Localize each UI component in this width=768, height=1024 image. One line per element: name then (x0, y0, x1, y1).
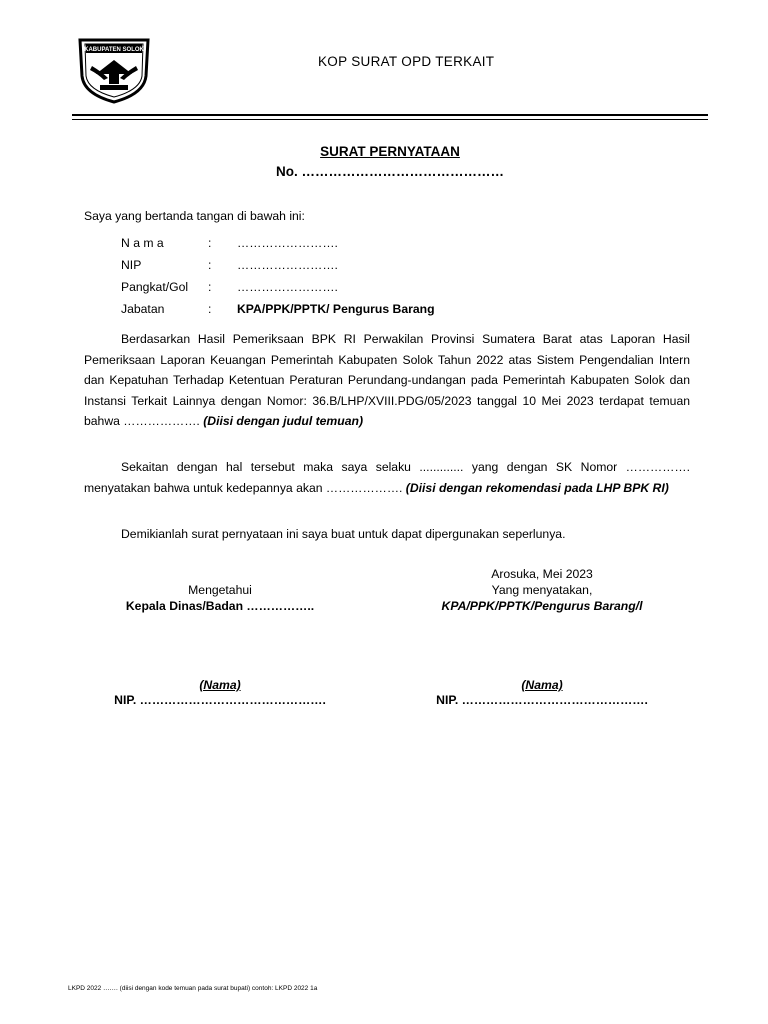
sign-left-nip: NIP. ………………………………………. (114, 693, 326, 707)
sign-left-name: (Nama) (199, 678, 241, 692)
sign-right-nip: NIP. ………………………………………. (436, 693, 648, 707)
field-value-pangkat: ……………………. (237, 280, 338, 294)
paragraph-findings (84, 329, 690, 432)
svg-text:KABUPATEN SOLOK: KABUPATEN SOLOK (84, 47, 144, 53)
intro-text: Saya yang bertanda tangan di bawah ini: (84, 209, 305, 223)
sign-right-line1: Yang menyatakan, (491, 583, 593, 597)
field-label-jabatan: Jabatan (121, 302, 165, 316)
sign-right-place-date: Arosuka, Mei 2023 (491, 567, 593, 581)
field-colon: : (208, 236, 212, 250)
field-value-nip: ……………………. (237, 258, 338, 272)
paragraph-findings-text: Berdasarkan Hasil Pemeriksaan BPK RI Perwakilan Provinsi Sumatera Barat atas Laporan Hasil Pemeriksaan Laporan Keuangan Pemerintah Kabupaten Solok Tahun 2022 atas Sistem Pengendalian Intern dan Kepatuhan Terhadap Ketentuan Peraturan Perundang-undangan pada Pemerintah Kabupaten Solok dan Instansi Terkait Lainnya dengan Nomor: 36.B/LHP/XVIII.PDG/05/2023 tanggal 10 Mei 2023 terdapat temuan bahwa ………………. (84, 332, 690, 428)
field-label-nip: NIP (121, 258, 142, 272)
field-colon: : (208, 258, 212, 272)
field-value-nama: ……………………. (237, 236, 338, 250)
paragraph-closing: Demikianlah surat pernyataan ini saya buat untuk dapat dipergunakan seperlunya. (121, 527, 566, 541)
sign-right-name: (Nama) (521, 678, 563, 692)
document-number: No. ……………………………………… (276, 164, 504, 179)
letterhead-rule-thin (72, 119, 708, 120)
letterhead-title: KOP SURAT OPD TERKAIT (318, 54, 495, 69)
letterhead-rule-thick (72, 114, 708, 116)
field-label-pangkat: Pangkat/Gol (121, 280, 189, 294)
paragraph-commitment-text: Sekaitan dengan hal tersebut maka saya selaku ............. yang dengan SK Nomor ……………. menyatakan bahwa untuk kedepannya akan ………………. (84, 460, 690, 495)
document-title: SURAT PERNYATAAN (320, 144, 460, 159)
sign-right-line2: KPA/PPK/PPTK/Pengurus Barang/l (441, 599, 643, 613)
regency-logo (78, 36, 150, 104)
footer-note: LKPD 2022 ……. (diisi dengan kode temuan pada surat bupati) contoh: LKPD 2022 1a (68, 985, 318, 992)
paragraph-commitment-note: (Diisi dengan rekomendasi pada LHP BPK RI) (405, 480, 669, 495)
field-value-jabatan: KPA/PPK/PPTK/ Pengurus Barang (237, 302, 435, 316)
field-label-nama: N a m a (121, 236, 164, 250)
sign-left-line2: Kepala Dinas/Badan …………….. (125, 599, 315, 613)
regency-emblem-icon (78, 36, 150, 104)
field-colon: : (208, 280, 212, 294)
field-colon: : (208, 302, 212, 316)
paragraph-findings-note: (Diisi dengan judul temuan) (203, 414, 363, 428)
sign-left-line1: Mengetahui (188, 583, 252, 597)
paragraph-commitment (84, 457, 690, 498)
